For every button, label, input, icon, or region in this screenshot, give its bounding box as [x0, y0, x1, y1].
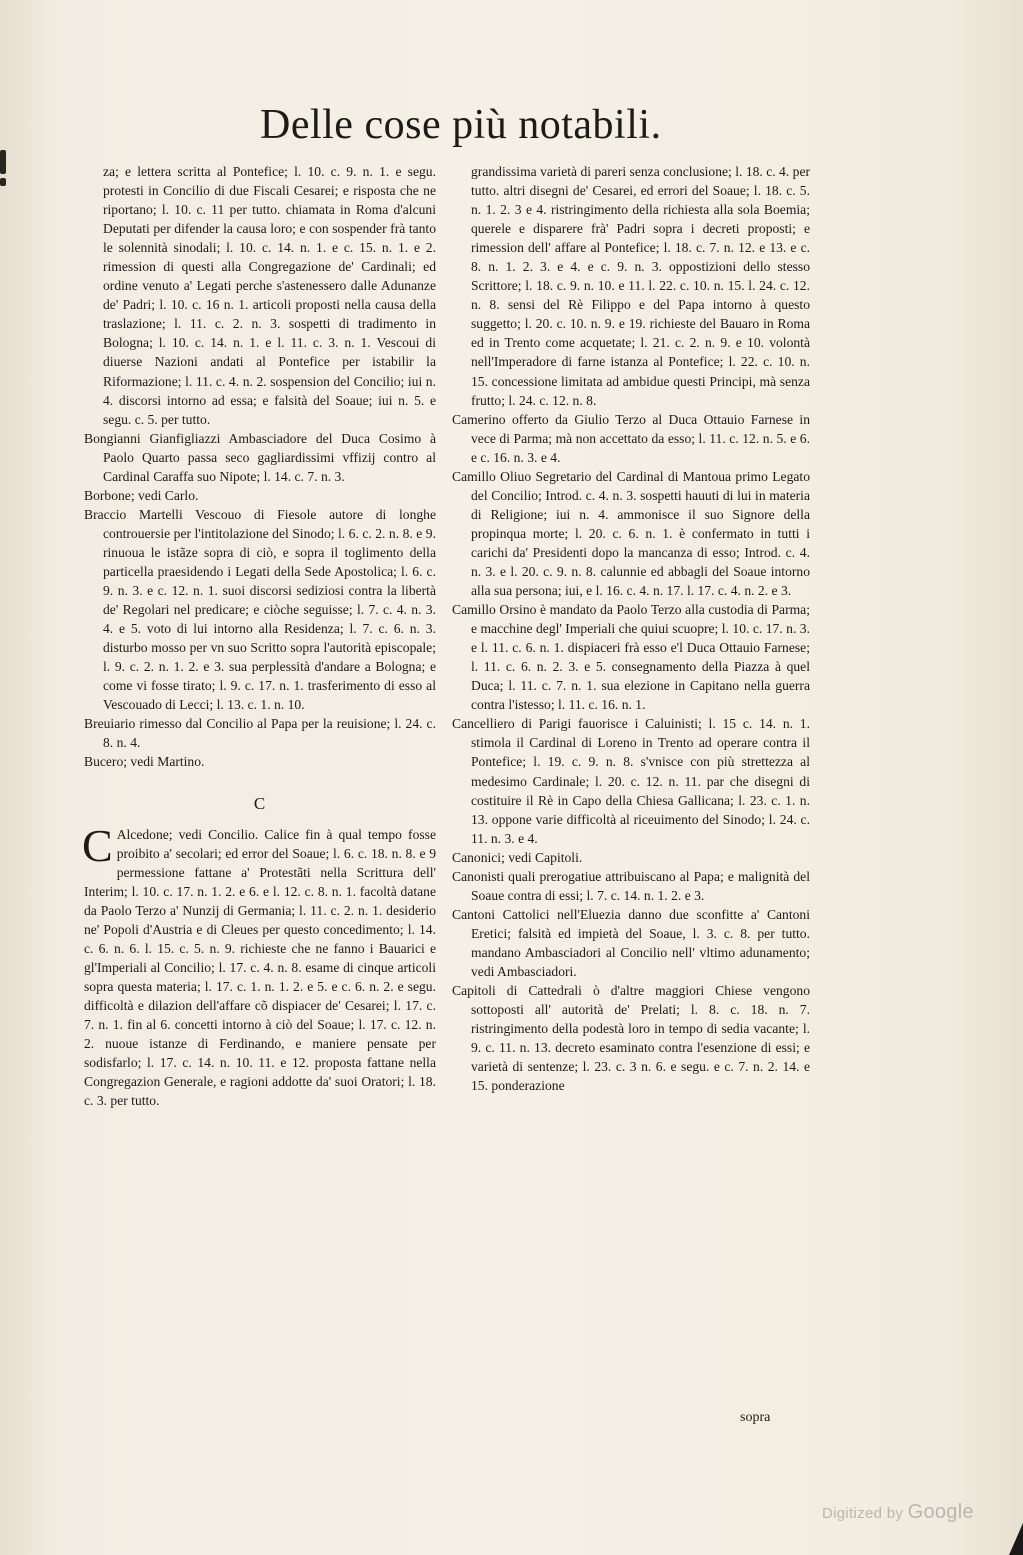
watermark-brand: Google [907, 1501, 974, 1523]
index-entry: Capitoli di Cattedrali ò d'altre maggiori Chiese vengono sottoposti all' autorità de' Prelati; l. 8. c. 18. n. 7. ristringimento della podestà loro in tempo di sedia vacante; l. 9. c. 11. n. 13. decreto esaminato contra l'esenzione di essi; e varietà di sentenze; l. 23. c. 3 n. 6. e segu. e c. 7. n. 2. 14. e 15. ponderazione [452, 983, 810, 1094]
index-entry: Cancelliero di Parigi fauorisce i Caluinisti; l. 15 c. 14. n. 1. stimola il Cardinal di Loreno in Trento ad operare contra il Pontefice; l. 19. c. 9. n. 8. s'vnisce con più strettezza al medesimo Cardinale; l. 20. c. 12. n. 11. par che disegni di costituire il Rè in Capo della Chiesa Gallicana; l. 23. c. 1. n. 13. oppone varie difficoltà al riceuimento del Sinodo; l. 24. c. 11. n. 3. e 4. [452, 716, 810, 846]
index-entry: Cantoni Cattolici nell'Eluezia danno due sconfitte a' Cantoni Eretici; falsità ed impietà del Soaue, l. 3. c. 8. per tutto. mandano Ambasciadori al Concilio nell' vltimo adunamento; vedi Ambasciadori. [452, 906, 810, 979]
index-entry: Braccio Martelli Vescouo di Fiesole autore di longhe controuersie per l'intitolazione del Sinodo; l. 6. c. 2. n. 8. e 9. rinuoua le istãze sopra di ciò, e sopra il toglimento della particella praesidendo i Legati della Sede Apostolica; l. 6. c. 9. n. 3. e c. 12. n. 1. suoi discorsi sediziosi contra la libertà de' Regolari nel predicare; e ciòche seguisse; l. 7. c. 4. n. 3. 4. e 5. voto di lui intorno alla Residenza; l. 7. c. 6. n. 3. disturbo mosso per vn suo Scritto sopra l'autorità episcopale; l. 9. c. 2. n. 1. 2. e 3. sua perplessità d'andare a Bologna; e come vi fosse tirato; l. 9. c. 17. n. 1. trasferimento di esso al Vescouado di Lecci; l. 13. c. 1. n. 10. [84, 506, 436, 713]
entry-continuation: za; e lettera scritta al Pontefice; l. 10. c. 9. n. 1. e segu. protesti in Concilio di due Fiscali Cesarei; e risposta che ne riportano; l. 10. c. 11 per tutto. chiamata in Roma d'alcuni Deputati per difender la causa loro; e con sospender frà tanto le solennità sinodali; l. 10. c. 14. n. 1. e c. 15. n. 1. e 2. rimession di questi alla Congregazione de' Cardinali; ed ordine venuto a' Legati perche s'astenessero dalle Adunanze de' Padri; l. 10. c. 16 n. 1. articoli proposti nella causa della traslazione; l. 11. c. 2. n. 3. sospetti di tradimento in Bologna; l. 10. c. 14. n. 1. e l. 11. c. 3. n. 1. Vescoui di diuerse Nazioni andati al Pontefice per istabilir la Riformazione; l. 11. c. 4. n. 2. sospension del Concilio; iui n. 4. discorsi intorno ad essa; e falsità del Soaue; iui n. 5. e segu. c. 5. per tutto. [103, 164, 436, 427]
digitized-watermark [822, 1501, 974, 1524]
index-entry: Breuiario rimesso dal Concilio al Papa per la reuisione; l. 24. c. 8. n. 4. [84, 716, 436, 751]
index-entry: Camillo Orsino è mandato da Paolo Terzo alla custodia di Parma; e macchine degl' Imperiali che quiui scuopre; l. 10. c. 17. n. 3. e l. 11. c. 6. n. 1. dispiaceri frà esso e'l Duca Ottauio Farnese; l. 11. c. 6. n. 2. 3. e 5. consegnamento della Piazza à quel Duca; l. 11. c. 7. n. 1. sua elezione in Capitano nella guerra contra l'istesso; l. 11. c. 16. n. 1. [452, 602, 810, 713]
entry-continuation: grandissima varietà di pareri senza conclusione; l. 18. c. 4. per tutto. altri disegni de' Cesarei, ed errori del Soaue; l. 18. c. 5. n. 1. 2. 3 e 4. ristringimento della richiesta alla sola Boemia; querele e disparere frà' Padri sopra i decreti proposti; e rimession dell' affare al Pontefice; l. 18. c. 7. n. 12. e 13. e c. 8. n. 1. 2. 3. e 4. e c. 9. n. 3. oppostizioni dello stesso Scrittore; l. 18. c. 9. n. 10. e 11. l. 22. c. 10. n. 15. l. 24. c. 12. n. 8. sensi del Rè Filippo e del Papa intorno à questo suggetto; l. 20. c. 10. n. 9. e 19. richieste del Bauaro in Roma ed in Trento come acquetate; l. 21. c. 2. n. 9. e 10. volontà nell'Imperadore di farne istanza al Pontefice; l. 22. c. 10. n. 15. concessione limitata ad ambidue questi Principi, mà senza frutto; l. 24. c. 12. n. 8. [471, 164, 810, 408]
right-column [452, 162, 810, 1095]
page-corner-mark [1009, 1523, 1023, 1555]
index-entry: Bongianni Gianfigliazzi Ambasciadore del Duca Cosimo à Paolo Quarto passa seco gagliardissimi vffizij contro al Cardinal Caraffa suo Nipote; l. 14. c. 7. n. 3. [84, 430, 436, 484]
index-entry: Camerino offerto da Giulio Terzo al Duca Ottauio Farnese in vece di Parma; mà non accettato da esso; l. 11. c. 12. n. 5. e 6. e c. 16. n. 3. e 4. [452, 411, 810, 465]
entry-text: Alcedone; vedi Concilio. Calice fin à qual tempo fosse proibito a' secolari; ed error del Soaue; l. 6. c. 18. n. 8. e 9 permessione fattane a' Protestãti nella Scrittura dell' Interim; l. 10. c. 17. n. 1. 2. e 6. e l. 12. c. 8. n. 1. facoltà datane da Paolo Terzo a' Nunzij di Germania; l. 11. c. 2. n. 1. desiderio ne' Popoli d'Austria e di Cleues per questo concedimento; l. 14. c. 6. n. 6. l. 15. c. 5. n. 9. richieste che ne fanno i Bauarici e gl'Imperiali al Concilio; l. 17. c. 4. n. 8. esame di cinque articoli sopra questa materia; l. 17. c. 1. n. 1. 2. e 5. e c. 6. n. 2. e segu. difficoltà e dilazion dell'affare cõ dispiacer de' Cesarei; l. 17. c. 7. n. 1. fin al 6. concetti intorno à ciò del Soaue; l. 17. c. 12. n. 2. nuoue istanze di Ferdinando, e maniere pensate per sodisfarlo; l. 17. c. 14. n. 10. 11. e 12. proposta fattane nella Congregazion Generale, e ragioni addotte da' suoi Oratori; l. 18. c. 3. per tutto. [84, 826, 436, 1109]
section-letter: C [253, 793, 267, 813]
catchword: sopra [740, 1410, 771, 1425]
index-entry: Canonici; vedi Capitoli. [452, 849, 583, 865]
index-entry: Bucero; vedi Martino. [84, 754, 205, 770]
left-column [84, 162, 436, 1110]
index-entry: Camillo Oliuo Segretario del Cardinal di Mantoua primo Legato del Concilio; Introd. c. 4. n. 3. sospetti hauuti di lui in materia di Religione; iui n. 4. ammonisce il suo Signore della propinqua morte; l. 20. c. 6. n. 1. è confermato in tutti i carichi da' Presidenti dopo la mancanza di esso; Introd. c. 4. n. 3. e l. 20. c. 9. n. 8. calunnie ed abbagli del Soaue intorno alla sua persona; iui, e l. 16. c. 4. n. 17. l. 17. c. 4. n. 2. e 3. [452, 468, 810, 599]
index-entry [82, 819, 436, 1111]
index-entry: Canonisti quali prerogatiue attribuiscano al Papa; e malignità del Soaue contra di essi; l. 7. c. 14. n. 1. 2. e 3. [452, 868, 810, 903]
binding-mark [0, 178, 6, 186]
page-title: Delle cose più notabili. [260, 102, 662, 148]
binding-mark [0, 150, 6, 174]
watermark-prefix: Digitized by [822, 1505, 904, 1522]
index-entry: Borbone; vedi Carlo. [84, 487, 199, 503]
drop-cap: C [82, 819, 113, 871]
